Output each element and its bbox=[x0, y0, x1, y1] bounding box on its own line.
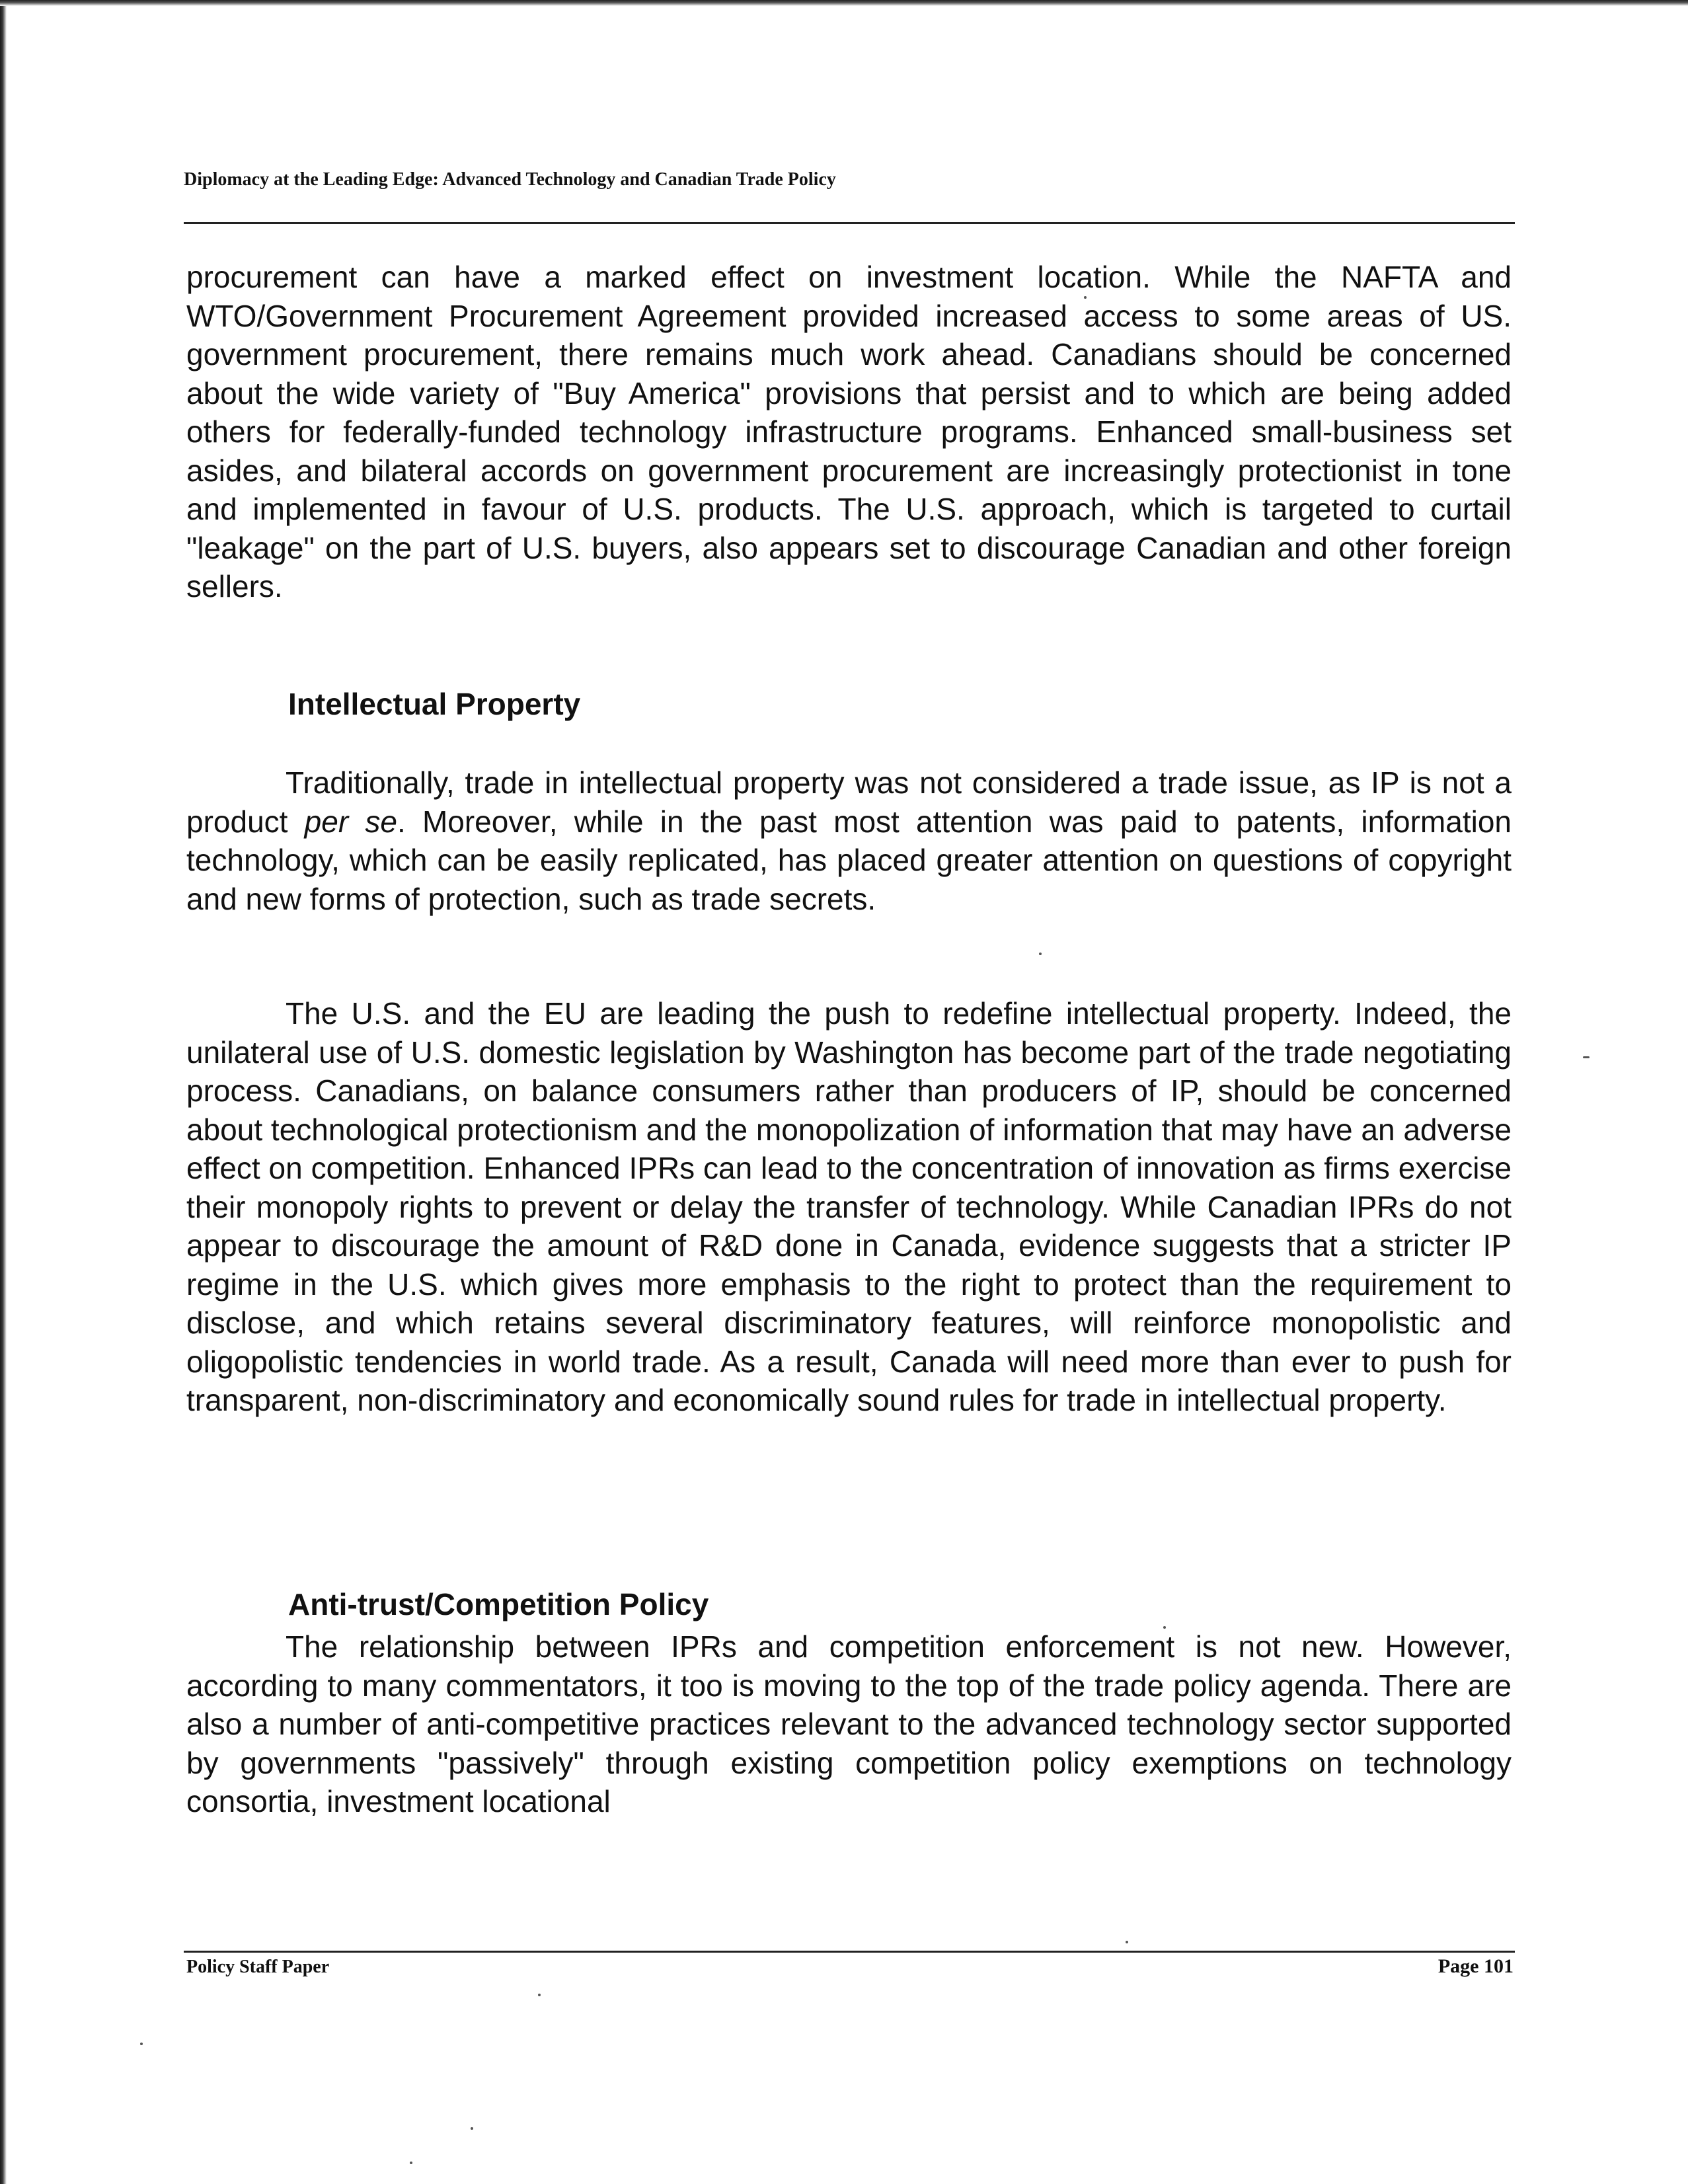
body-paragraph: procurement can have a marked effect on investment location. While the NAFTA and WTO/Government Procurement Agreement provided increased access to some areas of US. government procurement, there remains much work ahead. Canadians should be concerned about the wide variety of "Buy America" provisions that persist and to which are being added others for federally-funded technology infrastructure programs. Enhanced small-business set asides, and bilateral accords on government procurement are increasingly protectionist in tone and implemented in favour of U.S. products. The U.S. approach, which is targeted to curtail "leakage" on the part of U.S. buyers, also appears set to discourage Canadian and other foreign sellers. bbox=[186, 260, 1512, 604]
body-paragraph: The U.S. and the EU are leading the push to redefine intellectual property. Indeed, the unilateral use of U.S. domestic legislation by Washington has become part of the trade negotiating process. Canadians, on balance consumers rather than producers of IP, should be concerned about technological protectionism and the monopolization of information that may have an adverse effect on competition. Enhanced IPRs can lead to the concentration of innovation as firms exercise their monopoly rights to prevent or delay the transfer of technology. While Canadian IPRs do not appear to discourage the amount of R&D done in Canada, evidence suggests that a stricter IP regime in the U.S. which gives more emphasis to the right to protect than the requirement to disclose, and which retains several discriminatory features, will reinforce monopolistic and oligopolistic tendencies in world trade. As a result, Canada will need more than ever to push for transparent, non-discriminatory and economically sound rules for trade in intellectual property. bbox=[186, 996, 1512, 1417]
italic-text: per se bbox=[304, 804, 397, 839]
scan-edge-left bbox=[0, 0, 7, 2184]
section-heading-anti-trust-competition-policy: Anti-trust/Competition Policy bbox=[288, 1587, 709, 1621]
scan-speck bbox=[1126, 1941, 1128, 1943]
body-paragraph bbox=[186, 763, 1512, 918]
page-number: Page 101 bbox=[1438, 1955, 1514, 1977]
paragraph-text: Traditionally, trade in intellectual property was not considered a trade issue, as IP is not a product bbox=[186, 765, 1512, 839]
scan-speck bbox=[1039, 953, 1042, 955]
body-paragraph: The relationship between IPRs and competition enforcement is not new. However, according to many commentators, it too is moving to the top of the trade policy agenda. There are also a number of anti-competitive practices relevant to the advanced technology sector supported by governments "passively" through existing competition policy exemptions on technology consortia, investment locational bbox=[186, 1629, 1512, 1818]
footer-rule bbox=[184, 1951, 1515, 1953]
scan-speck bbox=[1163, 1626, 1166, 1629]
paragraph-text: . Moreover, while in the past most attention was paid to patents, information technology, which can be easily replicated, has placed greater attention on questions of copyright and new forms of protection, such as trade secrets. bbox=[186, 804, 1512, 916]
header-rule bbox=[184, 222, 1515, 224]
scan-speck bbox=[538, 1994, 541, 1996]
scan-speck bbox=[140, 2043, 143, 2045]
scan-speck bbox=[1084, 296, 1087, 299]
scan-speck bbox=[471, 2127, 473, 2130]
scan-speck bbox=[410, 2162, 412, 2164]
scan-edge-top bbox=[0, 0, 1688, 6]
scan-speck bbox=[1583, 1056, 1590, 1058]
section-heading-intellectual-property: Intellectual Property bbox=[288, 687, 581, 721]
footer-series-label: Policy Staff Paper bbox=[186, 1957, 330, 1977]
running-head-title: Diplomacy at the Leading Edge: Advanced Technology and Canadian Trade Policy bbox=[184, 169, 836, 190]
